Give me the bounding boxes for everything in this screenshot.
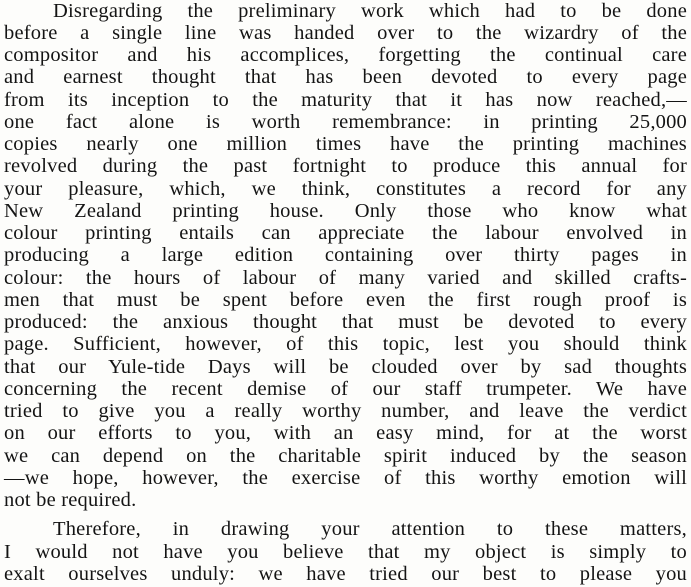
text-line: Therefore, in drawing your attention to these matters, — [53, 518, 687, 540]
text-line: I would not have you believe that my object is simply to — [4, 541, 687, 563]
text-line: exalt ourselves unduly: we have tried our best to please you — [4, 563, 687, 585]
text-line: —we hope, however, the exercise of this worthy emotion will — [4, 467, 687, 489]
text-line: that our Yule-tide Days will be clouded over by sad thoughts — [4, 356, 687, 378]
text-line: Disregarding the preliminary work which had to be done — [53, 0, 687, 22]
text-line: producing a large edition containing over thirty pages in — [4, 244, 687, 266]
text-line: we can depend on the charitable spirit induced by the season — [4, 445, 687, 467]
text-line: produced: the anxious thought that must be devoted to every — [4, 311, 687, 333]
text-line: and earnest thought that has been devoted to every page — [4, 66, 687, 88]
text-line: colour: the hours of labour of many varied and skilled crafts- — [4, 267, 687, 289]
text-line: revolved during the past fortnight to produce this annual for — [4, 155, 687, 177]
text-line: from its inception to the maturity that it has now reached,— — [4, 89, 687, 111]
text-line: men that must be spent before even the first rough proof is — [4, 289, 687, 311]
text-line: colour printing entails can appreciate the labour envolved in — [4, 222, 687, 244]
text-line: tried to give you a really worthy number, and leave the verdict — [4, 400, 687, 422]
text-line: on our efforts to you, with an easy mind, for at the worst — [4, 422, 687, 444]
text-line: not be required. — [4, 489, 137, 511]
text-line: before a single line was handed over to the wizardry of the — [4, 22, 687, 44]
text-line: your pleasure, which, we think, constitutes a record for any — [4, 178, 687, 200]
text-line: New Zealand printing house. Only those who know what — [4, 200, 687, 222]
text-line: compositor and his accomplices, forgetting the continual care — [4, 44, 687, 66]
text-line: concerning the recent demise of our staff trumpeter. We have — [4, 378, 687, 400]
text-line: page. Sufficient, however, of this topic, lest you should think — [4, 333, 687, 355]
text-line: copies nearly one million times have the printing machines — [4, 133, 687, 155]
text-line: one fact alone is worth remembrance: in printing 25,000 — [4, 111, 687, 133]
